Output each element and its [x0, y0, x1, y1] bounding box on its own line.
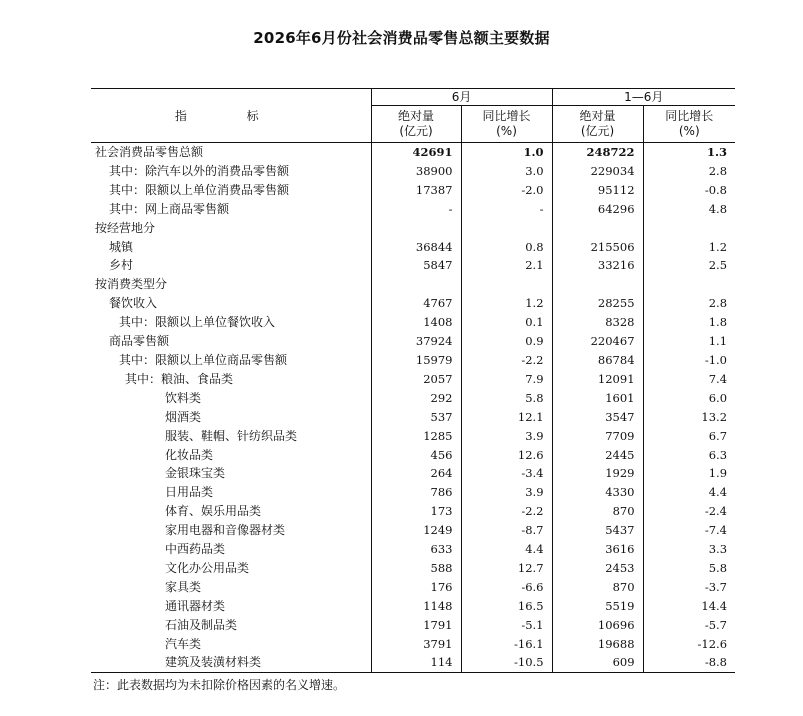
- ytd-yoy-value: 7.4: [643, 370, 735, 389]
- month-abs-header: [371, 106, 461, 143]
- month-yoy-value: 0.9: [461, 332, 552, 351]
- ytd-yoy-value: 2.8: [643, 294, 735, 313]
- row-name: 建筑及装潢材料类: [91, 653, 371, 672]
- month-yoy-value: [461, 275, 552, 294]
- row-name: 中西药品类: [165, 542, 226, 557]
- row-name: 体育、娱乐用品类: [165, 504, 262, 519]
- ytd-abs-value: 609: [552, 653, 643, 672]
- ytd-abs-value: 3547: [552, 408, 643, 427]
- month-abs-value: 456: [371, 446, 461, 465]
- table-row: [91, 446, 735, 465]
- retail-sales-table: [91, 88, 735, 673]
- table-body: [91, 143, 735, 673]
- table-row: [91, 275, 735, 294]
- row-name: 按经营地分: [95, 220, 156, 235]
- month-abs-value: 38900: [371, 162, 461, 181]
- ytd-abs-value: 4330: [552, 483, 643, 502]
- ytd-yoy-value: 1.9: [643, 464, 735, 483]
- table-row: [91, 294, 735, 313]
- month-abs-value: 786: [371, 483, 461, 502]
- ytd-yoy-header: [643, 106, 735, 143]
- abs-unit: (亿元): [399, 124, 433, 138]
- ytd-abs-value: 12091: [552, 370, 643, 389]
- row-name: 日用品类: [165, 485, 214, 500]
- table-row: [91, 313, 735, 332]
- month-abs-value: 1791: [371, 616, 461, 635]
- month-abs-value: 17387: [371, 181, 461, 200]
- month-abs-value: 537: [371, 408, 461, 427]
- row-name: 化妆品类: [165, 447, 214, 462]
- month-yoy-value: 0.8: [461, 238, 552, 257]
- month-yoy-value: 3.9: [461, 483, 552, 502]
- ytd-yoy-value: -0.8: [643, 181, 735, 200]
- ytd-yoy-value: [643, 219, 735, 238]
- month-abs-value: 633: [371, 540, 461, 559]
- month-abs-value: 264: [371, 464, 461, 483]
- table-row: [91, 559, 735, 578]
- indicator-header: 指 标: [91, 89, 371, 143]
- month-yoy-value: -16.1: [461, 635, 552, 654]
- month-abs-value: 1249: [371, 521, 461, 540]
- month-yoy-value: 16.5: [461, 597, 552, 616]
- row-name: 饮料类: [165, 390, 202, 405]
- table-row: [91, 162, 735, 181]
- month-abs-value: 173: [371, 502, 461, 521]
- row-name: 其中：粮油、食品类: [125, 371, 234, 386]
- month-yoy-value: -2.2: [461, 502, 552, 521]
- month-abs-value: 176: [371, 578, 461, 597]
- table-row: [91, 464, 735, 483]
- ytd-yoy-value: 4.4: [643, 483, 735, 502]
- table-row: [91, 143, 735, 162]
- month-abs-value: [371, 219, 461, 238]
- ytd-abs-value: [552, 275, 643, 294]
- month-yoy-value: 12.6: [461, 446, 552, 465]
- ytd-yoy-value: -12.6: [643, 635, 735, 654]
- ytd-yoy-value: 6.0: [643, 389, 735, 408]
- page-title: 2026年6月份社会消费品零售总额主要数据: [253, 29, 550, 47]
- row-name: 商品零售额: [109, 334, 170, 349]
- table-row: [91, 635, 735, 654]
- period-month-header: 6月: [371, 89, 552, 106]
- ytd-yoy-value: 3.3: [643, 540, 735, 559]
- table-row: [91, 351, 735, 370]
- ytd-abs-value: 220467: [552, 332, 643, 351]
- ytd-yoy-value: -8.8: [643, 653, 735, 672]
- month-abs-value: 4767: [371, 294, 461, 313]
- yoy-unit: (%): [496, 124, 517, 138]
- ytd-abs-value: 3616: [552, 540, 643, 559]
- ytd-abs-value: 2445: [552, 446, 643, 465]
- table-row: [91, 200, 735, 219]
- yoy-unit: (%): [678, 124, 700, 138]
- ytd-abs-value: 8328: [552, 313, 643, 332]
- ytd-yoy-value: 13.2: [643, 408, 735, 427]
- row-name: 家具类: [165, 579, 202, 594]
- ytd-yoy-value: 1.8: [643, 313, 735, 332]
- ytd-yoy-value: 1.1: [643, 332, 735, 351]
- month-yoy-value: 1.0: [461, 143, 552, 162]
- row-name: 餐饮收入: [109, 296, 158, 311]
- abs-label: 绝对量: [397, 109, 434, 123]
- ytd-yoy-value: 14.4: [643, 597, 735, 616]
- ytd-abs-value: 870: [552, 578, 643, 597]
- month-yoy-value: -2.2: [461, 351, 552, 370]
- ytd-abs-value: 870: [552, 502, 643, 521]
- yoy-label: 同比增长: [482, 109, 531, 123]
- month-yoy-value: 5.8: [461, 389, 552, 408]
- month-yoy-value: -5.1: [461, 616, 552, 635]
- ytd-yoy-value: 2.5: [643, 256, 735, 275]
- month-yoy-value: -3.4: [461, 464, 552, 483]
- month-abs-value: 3791: [371, 635, 461, 654]
- table-row: [91, 427, 735, 446]
- row-name: 汽车类: [165, 636, 202, 651]
- row-name: 按消费类型分: [95, 277, 168, 292]
- month-abs-value: 1408: [371, 313, 461, 332]
- month-abs-value: 2057: [371, 370, 461, 389]
- row-name: 服装、鞋帽、针纺织品类: [165, 428, 298, 443]
- month-yoy-value: -8.7: [461, 521, 552, 540]
- row-name: 通讯器材类: [165, 598, 226, 613]
- row-name: 其中：限额以上单位餐饮收入: [119, 315, 276, 330]
- ytd-abs-header: [552, 106, 643, 143]
- ytd-yoy-value: -1.0: [643, 351, 735, 370]
- table-row: [91, 616, 735, 635]
- ytd-abs-value: 10696: [552, 616, 643, 635]
- table-row: [91, 256, 735, 275]
- table-row: [91, 653, 735, 672]
- month-yoy-value: -10.5: [461, 653, 552, 672]
- month-abs-value: 36844: [371, 238, 461, 257]
- ytd-abs-value: 229034: [552, 162, 643, 181]
- month-abs-value: 114: [371, 653, 461, 672]
- ytd-abs-value: 64296: [552, 200, 643, 219]
- month-yoy-value: 1.2: [461, 294, 552, 313]
- month-yoy-value: 0.1: [461, 313, 552, 332]
- table-row: [91, 408, 735, 427]
- month-yoy-value: 3.0: [461, 162, 552, 181]
- table-row: [91, 389, 735, 408]
- row-name: 烟酒类: [165, 409, 202, 424]
- ytd-abs-value: 19688: [552, 635, 643, 654]
- ytd-abs-value: 1929: [552, 464, 643, 483]
- ytd-abs-value: 248722: [552, 143, 643, 162]
- month-yoy-value: 7.9: [461, 370, 552, 389]
- month-yoy-value: 12.7: [461, 559, 552, 578]
- table-row: [91, 238, 735, 257]
- ytd-abs-value: 95112: [552, 181, 643, 200]
- month-abs-value: 5847: [371, 256, 461, 275]
- month-yoy-value: -: [461, 200, 552, 219]
- month-abs-value: 588: [371, 559, 461, 578]
- row-name: 金银珠宝类: [165, 466, 226, 481]
- yoy-label: 同比增长: [665, 109, 714, 123]
- month-abs-value: 292: [371, 389, 461, 408]
- ytd-yoy-value: -2.4: [643, 502, 735, 521]
- month-yoy-value: 2.1: [461, 256, 552, 275]
- ytd-abs-value: 28255: [552, 294, 643, 313]
- month-yoy-value: -2.0: [461, 181, 552, 200]
- ytd-yoy-value: -7.4: [643, 521, 735, 540]
- ytd-abs-value: [552, 219, 643, 238]
- table-row: [91, 597, 735, 616]
- row-name: 城镇: [109, 239, 134, 254]
- month-yoy-value: 12.1: [461, 408, 552, 427]
- abs-label: 绝对量: [579, 109, 616, 123]
- month-abs-value: 1285: [371, 427, 461, 446]
- ytd-yoy-value: 6.7: [643, 427, 735, 446]
- ytd-abs-value: 1601: [552, 389, 643, 408]
- month-yoy-header: [461, 106, 552, 143]
- row-name: 其中：限额以上单位消费品零售额: [109, 182, 290, 197]
- table-row: [91, 578, 735, 597]
- month-abs-value: [371, 275, 461, 294]
- table-row: [91, 502, 735, 521]
- period-ytd-header: 1—6月: [552, 89, 735, 106]
- table-row: [91, 370, 735, 389]
- table-row: [91, 521, 735, 540]
- month-abs-value: -: [371, 200, 461, 219]
- table-row: [91, 332, 735, 351]
- ytd-yoy-value: 4.8: [643, 200, 735, 219]
- month-abs-value: 37924: [371, 332, 461, 351]
- ytd-yoy-value: 1.3: [643, 143, 735, 162]
- header-row-periods: [91, 89, 735, 106]
- ytd-abs-value: 86784: [552, 351, 643, 370]
- ytd-yoy-value: -5.7: [643, 616, 735, 635]
- month-abs-value: 1148: [371, 597, 461, 616]
- row-name: 其中：除汽车以外的消费品零售额: [109, 163, 290, 178]
- ytd-abs-value: 33216: [552, 256, 643, 275]
- row-name: 家用电器和音像器材类: [165, 523, 286, 538]
- month-yoy-value: -6.6: [461, 578, 552, 597]
- ytd-abs-value: 5519: [552, 597, 643, 616]
- month-abs-value: 15979: [371, 351, 461, 370]
- row-name: 其中：网上商品零售额: [109, 201, 230, 216]
- table-row: [91, 181, 735, 200]
- table-row: [91, 219, 735, 238]
- month-yoy-value: 3.9: [461, 427, 552, 446]
- footnote: 注：此表数据均为未扣除价格因素的名义增速。: [93, 678, 346, 692]
- ytd-abs-value: 2453: [552, 559, 643, 578]
- row-name: 石油及制品类: [165, 617, 238, 632]
- row-name: 其中：限额以上单位商品零售额: [119, 352, 288, 367]
- ytd-yoy-value: [643, 275, 735, 294]
- ytd-abs-value: 7709: [552, 427, 643, 446]
- table-row: [91, 483, 735, 502]
- month-yoy-value: 4.4: [461, 540, 552, 559]
- ytd-yoy-value: 5.8: [643, 559, 735, 578]
- month-yoy-value: [461, 219, 552, 238]
- ytd-yoy-value: -3.7: [643, 578, 735, 597]
- ytd-yoy-value: 6.3: [643, 446, 735, 465]
- row-name: 社会消费品零售总额: [95, 145, 204, 159]
- ytd-yoy-value: 2.8: [643, 162, 735, 181]
- row-name: 乡村: [109, 258, 134, 273]
- ytd-abs-value: 5437: [552, 521, 643, 540]
- abs-unit: (亿元): [580, 124, 615, 138]
- ytd-abs-value: 215506: [552, 238, 643, 257]
- table-row: [91, 540, 735, 559]
- ytd-yoy-value: 1.2: [643, 238, 735, 257]
- row-name: 文化办公用品类: [165, 560, 250, 575]
- month-abs-value: 42691: [371, 143, 461, 162]
